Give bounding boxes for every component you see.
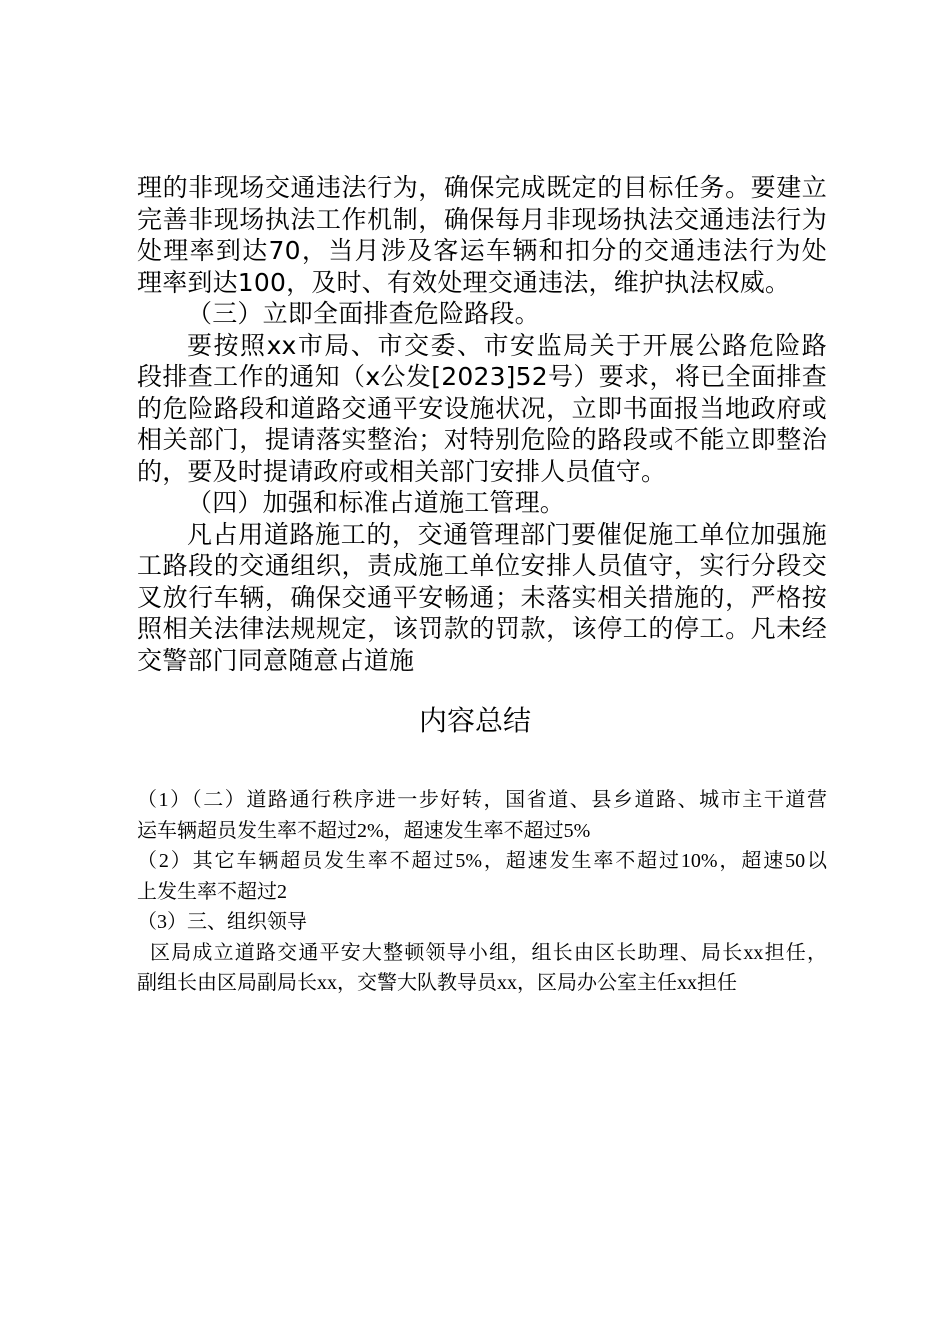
paragraph-line: 处理率到达70，当月涉及客运车辆和扣分的交通违法行为处 (137, 236, 827, 265)
paragraph-line: 相关部门，提请落实整治；对特别危险的路段或不能立即整治 (137, 425, 827, 454)
summary-line: 区局成立道路交通平安大整顿领导小组，组长由区长助理、局长xx担任， (150, 941, 827, 964)
summary-line: 副组长由区局副局长xx，交警大队教导员xx，区局办公室主任xx担任 (137, 972, 737, 994)
paragraph-line: 理率到达100，及时、有效处理交通违法，维护执法权威。 (137, 267, 791, 297)
paragraph-line: 交警部门同意随意占道施 (137, 645, 415, 675)
summary-title: 内容总结 (418, 704, 531, 737)
paragraph-line: 凡占用道路施工的，交通管理部门要催促施工单位加强施 (187, 519, 827, 549)
summary-line: （2）其它车辆超员发生率不超过5%，超速发生率不超过10%，超速50以 (137, 850, 827, 872)
paragraph-line: 理的非现场交通违法行为，确保完成既定的目标任务。要建立 (137, 173, 827, 202)
summary-line: （1）（二）道路通行秩序进一步好转，国省道、县乡道路、城市主干道营 (137, 789, 827, 811)
paragraph-line: 叉放行车辆，确保交通平安畅通；未落实相关措施的，严格按 (137, 582, 827, 612)
paragraph-line: 工路段的交通组织，责成施工单位安排人员值守，实行分段交 (137, 551, 827, 580)
summary-line: 上发生率不超过2 (137, 880, 287, 903)
paragraph-line: 的危险路段和道路交通平安设施状况，立即书面报当地政府或 (137, 393, 827, 423)
body-text (137, 172, 827, 676)
summary-line: （3）三、组织领导 (137, 911, 307, 933)
section-heading-3: （三）立即全面排查危险路段。 (187, 299, 540, 328)
paragraph-line: 段排查工作的通知（x公发[2023]52号）要求，将已全面排查 (137, 362, 827, 391)
section-heading-4: （四）加强和标准占道施工管理。 (187, 488, 566, 517)
paragraph-line: 完善非现场执法工作机制，确保每月非现场执法交通违法行为 (137, 204, 827, 234)
summary-line: 运车辆超员发生率不超过2%，超速发生率不超过5% (137, 819, 591, 842)
paragraph-line: 照相关法律法规规定，该罚款的罚款，该停工的停工。凡未经 (137, 614, 827, 643)
paragraph-line: 要按照xx市局、市交委、市安监局关于开展公路危险路 (187, 330, 827, 360)
summary-section (137, 785, 827, 999)
paragraph-line: 的，要及时提请政府或相关部门安排人员值守。 (137, 456, 667, 486)
